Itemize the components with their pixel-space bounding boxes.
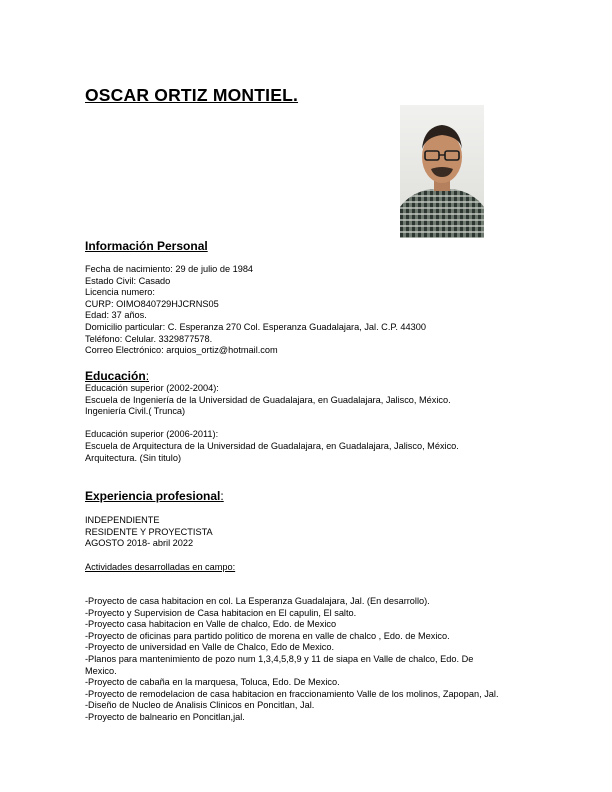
education-heading: Educación: xyxy=(85,369,150,383)
list-item: -Proyecto casa habitacion en Valle de chalco, Edo. de Mexico xyxy=(85,619,337,630)
education-degree: Ingeniería Civil.( Trunca) xyxy=(85,406,186,417)
marital-status: Estado Civil: Casado xyxy=(85,275,171,286)
candidate-name: OSCAR ORTIZ MONTIEL. xyxy=(85,85,299,105)
job-role: RESIDENTE Y PROYECTISTA xyxy=(85,526,213,537)
list-item: -Diseño de Nucleo de Analisis Clinicos en Poncitlan, Jal. xyxy=(85,700,315,711)
personal-info-list xyxy=(85,264,426,357)
list-item: -Planos para mantenimiento de pozo num 1,3,4,5,8,9 y 11 de siapa en Valle de chalco, Edo. De xyxy=(85,653,474,664)
list-item: -Proyecto de remodelacion de casa habitacion en fraccionamiento Valle de los molinos, Zapopan, Jal. xyxy=(85,688,499,699)
education-period: Educación superior (2006-2011): xyxy=(85,429,219,440)
list-item: -Proyecto de casa habitacion en col. La Esperanza Guadalajara, Jal. (En desarrollo). xyxy=(85,596,430,606)
list-item: -Proyecto y Supervision de Casa habitacion en El capulin, El salto. xyxy=(85,607,357,618)
education-heading-label: Educación xyxy=(85,369,146,383)
employer: INDEPENDIENTE xyxy=(85,515,160,525)
experience-heading-label: Experiencia profesional xyxy=(85,489,221,503)
list-item: -Proyecto de oficinas para partido politico de morena en valle de chalco , Edo. de Mexico. xyxy=(85,630,450,641)
list-item: -Proyecto de cabaña en la marquesa, Toluca, Edo. De Mexico. xyxy=(85,677,340,688)
education-list xyxy=(85,383,459,464)
list-item: -Proyecto de universidad en Valle de Chalco, Edo de Mexico. xyxy=(85,642,335,653)
birth-date: Fecha de nacimiento: 29 de julio de 1984 xyxy=(85,264,254,274)
experience-summary xyxy=(85,515,213,550)
license-number: Licencia numero: xyxy=(85,287,155,298)
person-portrait-icon xyxy=(400,105,484,238)
profile-photo xyxy=(400,105,484,238)
activities-heading: Actividades desarrolladas en campo: xyxy=(85,562,236,572)
education-school: Escuela de Arquitectura de la Universidad de Guadalajara, en Guadalajara, Jalisco, México. xyxy=(85,440,459,451)
education-period: Educación superior (2002-2004): xyxy=(85,383,219,393)
education-school: Escuela de Ingeniería de la Universidad de Guadalajara, en Guadalajara, Jalisco, México. xyxy=(85,394,451,405)
age: Edad: 37 años. xyxy=(85,310,147,321)
curp: CURP: OIMO840729HJCRNS05 xyxy=(85,298,219,309)
home-address: Domicilio particular: C. Esperanza 270 Col. Esperanza Guadalajara, Jal. C.P. 44300 xyxy=(85,321,426,332)
phone: Teléfono: Celular. 3329877578. xyxy=(85,333,213,344)
job-period: AGOSTO 2018- abril 2022 xyxy=(85,538,194,549)
experience-heading: Experiencia profesional: xyxy=(85,489,224,503)
list-item: Mexico. xyxy=(85,665,117,676)
list-item: -Proyecto de balneario en Poncitlan,jal. xyxy=(85,711,245,722)
email: Correo Electrónico: arquios_ortiz@hotmail.com xyxy=(85,345,278,356)
personal-info-heading: Información Personal xyxy=(85,239,208,253)
education-degree: Arquitectura. (Sin titulo) xyxy=(85,452,181,463)
activities-list xyxy=(85,596,499,724)
